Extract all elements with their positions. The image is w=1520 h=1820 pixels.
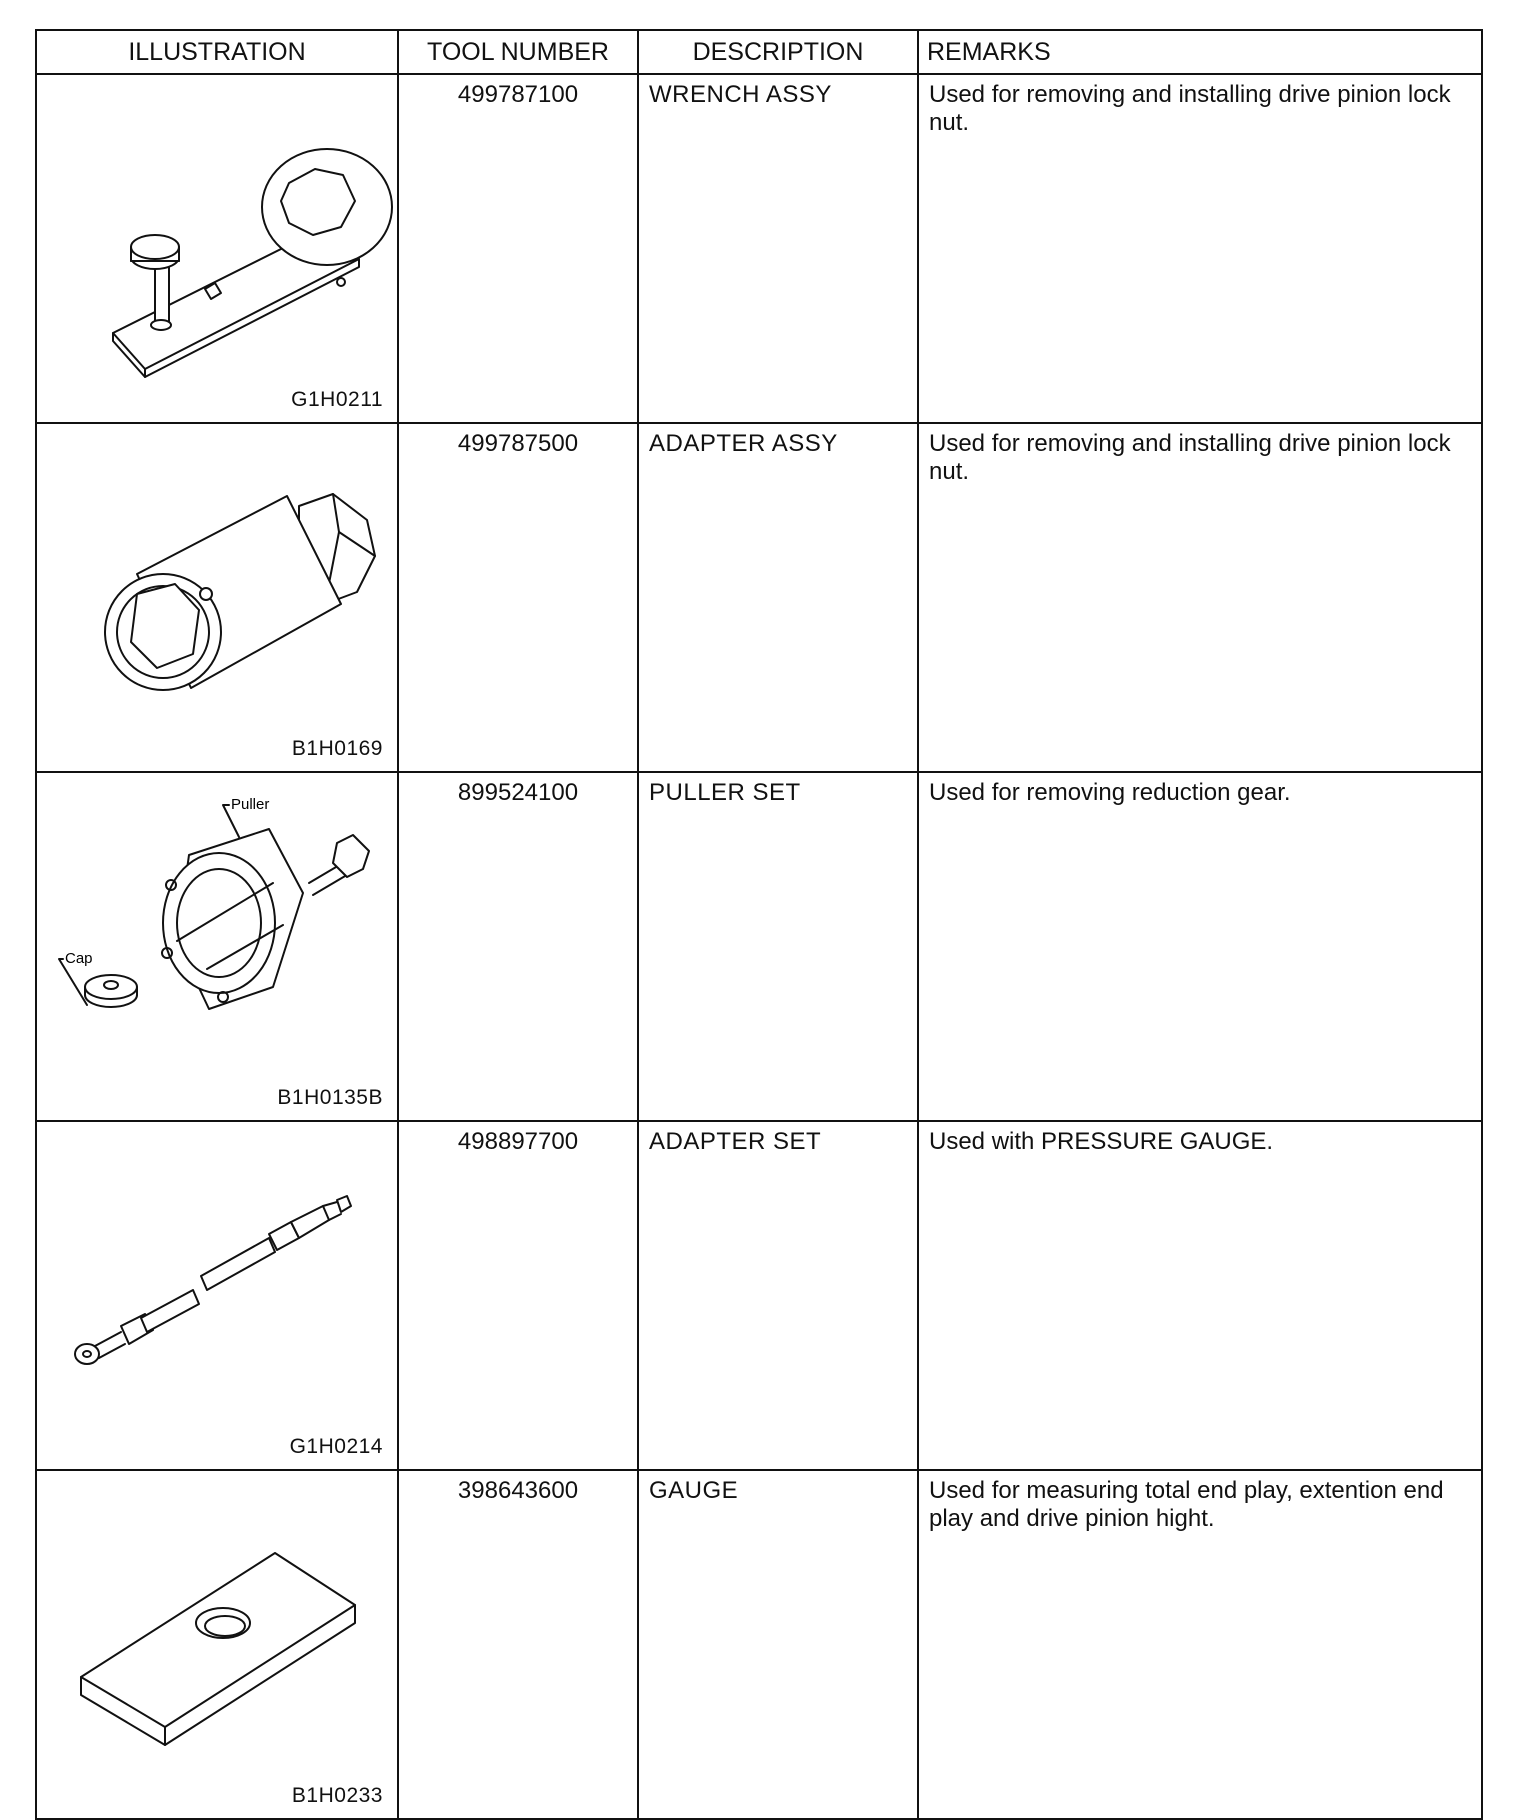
illustration-cell — [36, 74, 398, 423]
tool-description: GAUGE — [638, 1470, 918, 1819]
illustration-cell — [36, 1470, 398, 1819]
tool-number: 498897700 — [398, 1121, 638, 1470]
illustration-cell — [36, 423, 398, 772]
table-row — [36, 1470, 1482, 1819]
tool-description: ADAPTER ASSY — [638, 423, 918, 772]
tool-description: PULLER SET — [638, 772, 918, 1121]
special-tools-table — [35, 29, 1483, 1820]
illustration-code: B1H0233 — [291, 1784, 383, 1807]
illustration-cell — [36, 772, 398, 1121]
illustration-cell — [36, 1121, 398, 1470]
table-row — [36, 74, 1482, 423]
adapter-set-icon — [37, 1122, 399, 1462]
wrench-assy-icon — [37, 75, 399, 415]
callout-puller: Puller — [231, 796, 270, 813]
table-row — [36, 423, 1482, 772]
illustration-code: G1H0211 — [291, 388, 383, 411]
table-row — [36, 772, 1482, 1121]
tool-number: 398643600 — [398, 1470, 638, 1819]
table-row — [36, 1121, 1482, 1470]
illustration-code: B1H0135B — [277, 1086, 383, 1109]
tool-description: WRENCH ASSY — [638, 74, 918, 423]
header-remarks: REMARKS — [918, 30, 1482, 74]
callout-cap: Cap — [65, 950, 93, 967]
puller-set-icon — [37, 773, 399, 1113]
tool-number: 499787100 — [398, 74, 638, 423]
header-tool-number: TOOL NUMBER — [398, 30, 638, 74]
header-description: DESCRIPTION — [638, 30, 918, 74]
tool-remarks: Used for removing reduction gear. — [918, 772, 1482, 1121]
illustration-code: B1H0169 — [291, 737, 383, 760]
tool-remarks: Used with PRESSURE GAUGE. — [918, 1121, 1482, 1470]
tool-remarks: Used for removing and installing drive pinion lock nut. — [918, 423, 1482, 772]
adapter-assy-icon — [37, 424, 399, 764]
header-illustration: ILLUSTRATION — [36, 30, 398, 74]
illustration-code: G1H0214 — [289, 1435, 383, 1458]
tool-number: 899524100 — [398, 772, 638, 1121]
tool-number: 499787500 — [398, 423, 638, 772]
tool-remarks: Used for measuring total end play, extention end play and drive pinion hight. — [918, 1470, 1482, 1819]
gauge-plate-icon — [37, 1471, 399, 1811]
header-row — [36, 30, 1482, 74]
tool-description: ADAPTER SET — [638, 1121, 918, 1470]
tool-remarks: Used for removing and installing drive pinion lock nut. — [918, 74, 1482, 423]
